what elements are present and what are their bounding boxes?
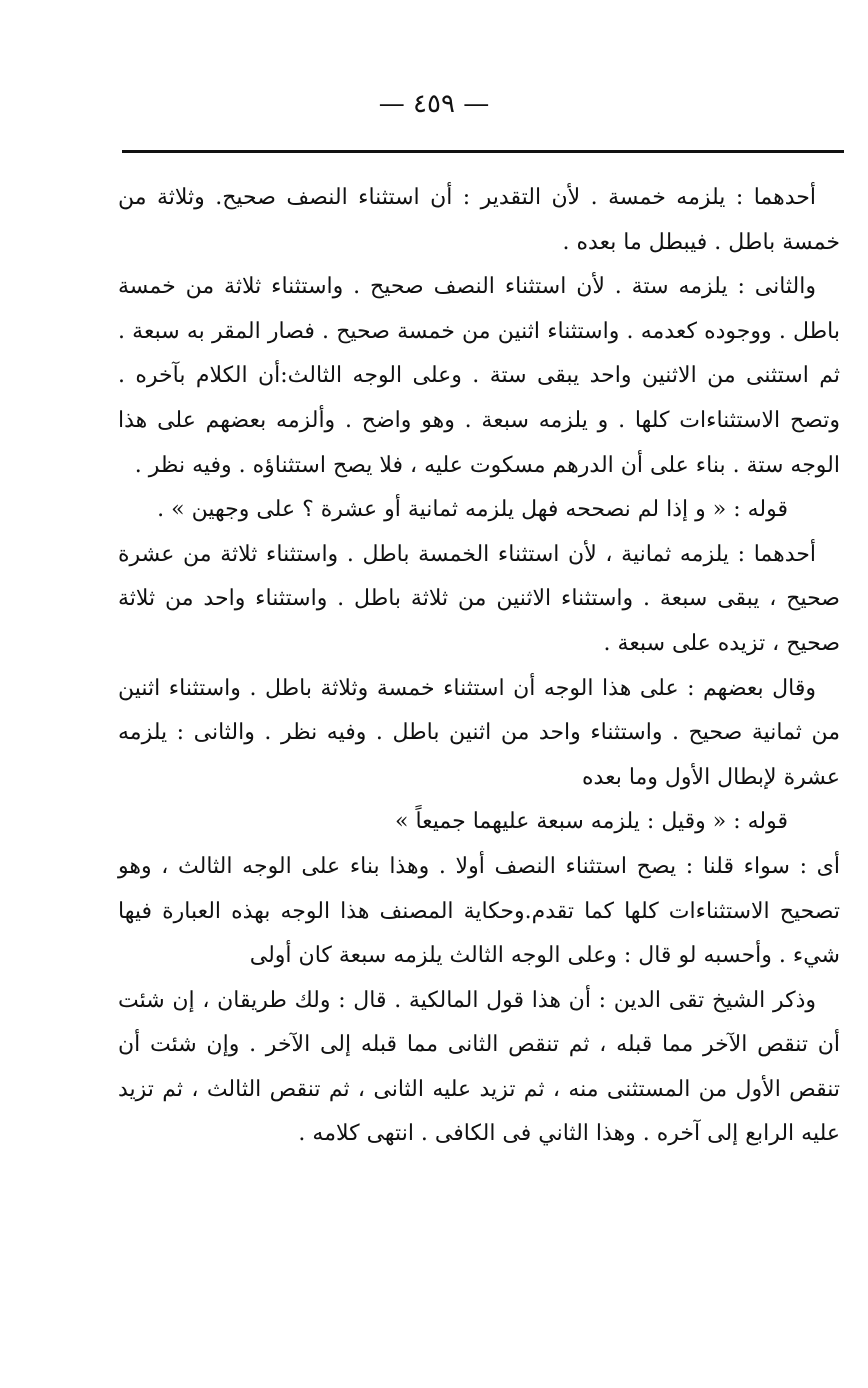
paragraph-1: أحدهما : يلزمه خمسة . لأن التقدير : أن استثناء النصف صحيح. وثلاثة من خمسة باطل . فيبطل ما بعده . <box>118 185 840 255</box>
page-body <box>118 176 840 1157</box>
paragraph-6: وذكر الشيخ تقى الدين : أن هذا قول المالكية . قال : ولك طريقان ، إن شئت أن تنقص الآخر مما قبله ، ثم تنقص الثانى مما قبله إلى الآخر . وإن شئت أن تنقص الأول من المستثنى منه ، ثم تزيد عليه الثانى ، ثم تنقص الثالث ، ثم تزيد عليه الرابع إلى آخره . وهذا الثاني فى الكافى . انتهى كلامه . <box>118 987 840 1147</box>
quote-paragraph-1: قوله : « و إذا لم نصححه فهل يلزمه ثمانية أو عشرة ؟ على وجهين » . <box>157 497 788 523</box>
paragraph-4: وقال بعضهم : على هذا الوجه أن استثناء خمسة وثلاثة باطل . واستثناء اثنين من ثمانية صحيح . واستثناء واحد من اثنين باطل . وفيه نظر . والثانى : يلزمه عشرة لإبطال الأول وما بعده <box>118 675 840 790</box>
paragraph-5: أى : سواء قلنا : يصح استثناء النصف أولا . وهذا بناء على الوجه الثالث ، وهو تصحيح الاستثناءات كلها كما تقدم.وحكاية المصنف هذا الوجه بهذه العبارة فيها شيء . وأحسبه لو قال : وعلى الوجه الثالث يلزمه سبعة كان أولى <box>118 853 840 969</box>
page-number: — ٤٥٩ — <box>378 89 490 119</box>
paragraph-3: أحدهما : يلزمه ثمانية ، لأن استثناء الخمسة باطل . واستثناء ثلاثة من عشرة صحيح ، يبقى سبعة . واستثناء الاثنين من ثلاثة باطل . واستثناء واحد من ثلاثة صحيح ، تزيده على سبعة . <box>118 541 840 656</box>
paragraph-2: والثانى : يلزمه ستة . لأن استثناء النصف صحيح . واستثناء ثلاثة من خمسة باطل . ووجوده كعدمه . واستثناء اثنين من خمسة صحيح . فصار المقر به سبعة . ثم استثنى من الاثنين واحد يبقى ستة . وعلى الوجه الثالث:أن الكلام بآخره . وتصح الاستثناءات كلها . و يلزمه سبعة . وهو واضح . وألزمه بعضهم على هذا الوجه ستة . بناء على أن الدرهم مسكوت عليه ، فلا يصح استثناؤه . وفيه نظر . <box>118 274 840 478</box>
header-rule <box>122 150 844 153</box>
quote-paragraph-2: قوله : « وقيل : يلزمه سبعة عليهما جميعاً » <box>395 809 788 835</box>
